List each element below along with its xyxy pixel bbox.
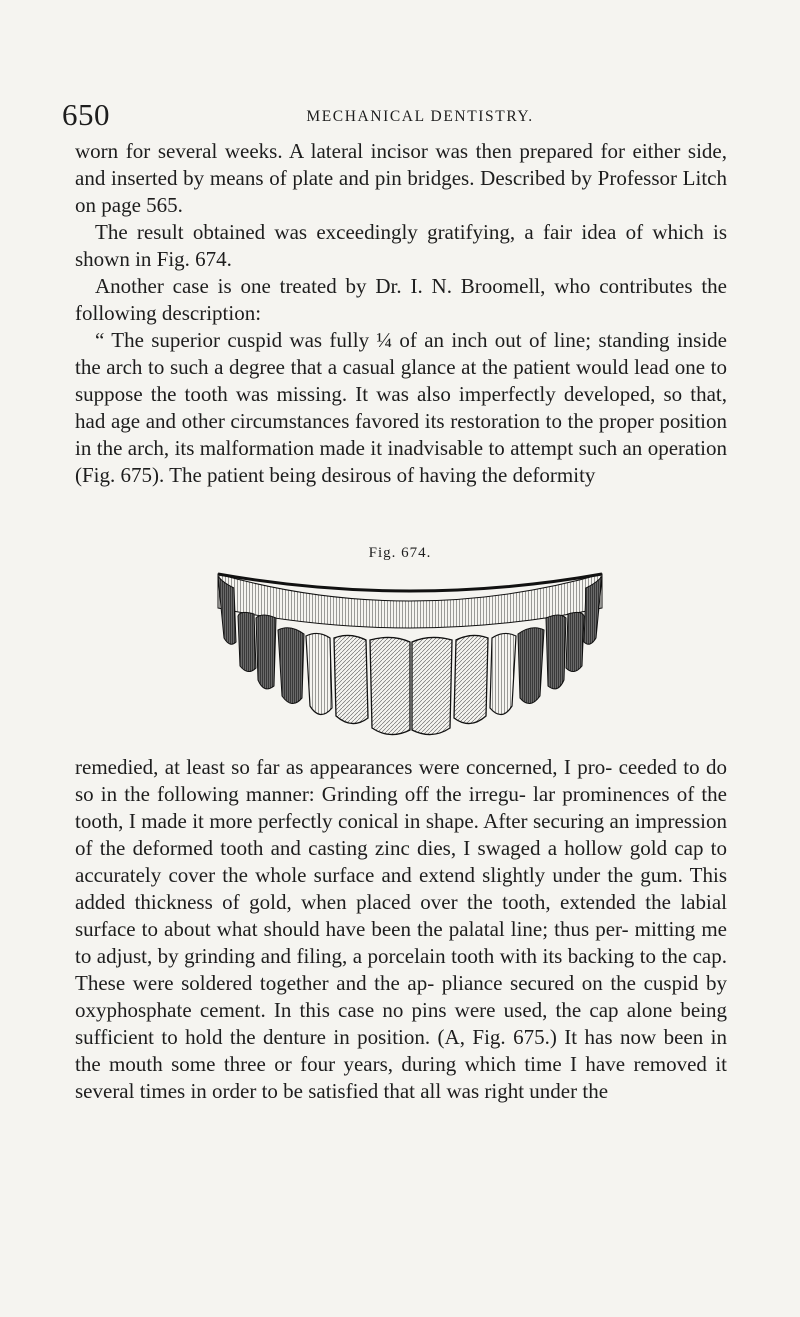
- paragraph: The result obtained was exceedingly gratifying, a fair idea of which is shown in Fig. 674.: [75, 220, 727, 271]
- running-head: MECHANICAL DENTISTRY.: [306, 108, 534, 125]
- molar: [256, 615, 276, 689]
- page-header: [62, 97, 742, 137]
- paragraph: “ The superior cuspid was fully ¼ of an inch out of line; standing inside the arch to such a degree that a casual glance at the patient would lead one to suppose the tooth was missing. It was also imperfectly developed, so that, had age and other circumstances favored its restoration to the proper position in the arch, its malformation made it inadvisable to attempt such an operation (Fig. 675). The patient being desirous of having the deformity: [75, 328, 727, 487]
- paragraph: Another case is one treated by Dr. I. N. Broomell, who contributes the following description:: [75, 274, 727, 325]
- cuspid: [490, 633, 516, 714]
- figure-caption: Fig. 674.: [368, 545, 432, 561]
- premolar: [278, 628, 304, 704]
- paragraph: worn for several weeks. A lateral incisor was then prepared for either side, and inserted by means of plate and pin bridges. Described by Professor Litch on page 565.: [75, 139, 727, 217]
- cuspid: [306, 633, 332, 714]
- premolar: [518, 628, 544, 704]
- lateral-incisor: [454, 635, 488, 723]
- molar: [566, 612, 584, 671]
- body-text-bottom: [75, 754, 727, 1105]
- central-incisor: [370, 637, 410, 734]
- central-incisor: [412, 637, 452, 734]
- molar: [238, 612, 256, 671]
- body-text-top: [75, 138, 727, 489]
- page-number: 650: [62, 97, 110, 132]
- lateral-incisor: [334, 635, 368, 723]
- molar: [546, 615, 566, 689]
- teeth-engraving: [210, 568, 610, 738]
- dental-illustration: [210, 568, 610, 738]
- paragraph: remedied, at least so far as appearances were concerned, I pro- ceeded to do so in the following manner: Grinding off the irregu- lar prominences of the tooth, I made it more perfectly conical in shape. After securing an impression of the deformed tooth and casting zinc dies, I swaged a hollow gold cap to accurately cover the whole surface and extend slightly under the gum. This added thickness of gold, when placed over the tooth, extended the labial surface to about what should have been the palatal line; thus per- mitting me to adjust, by grinding and filing, a porcelain tooth with its backing to the cap. These were soldered together and the ap- pliance secured on the cuspid by oxyphosphate cement. In this case no pins were used, the cap alone being sufficient to hold the denture in position. (A, Fig. 675.) It has now been in the mouth some three or four years, during which time I have removed it several times in order to be satisfied that all was right under the: [75, 755, 727, 1103]
